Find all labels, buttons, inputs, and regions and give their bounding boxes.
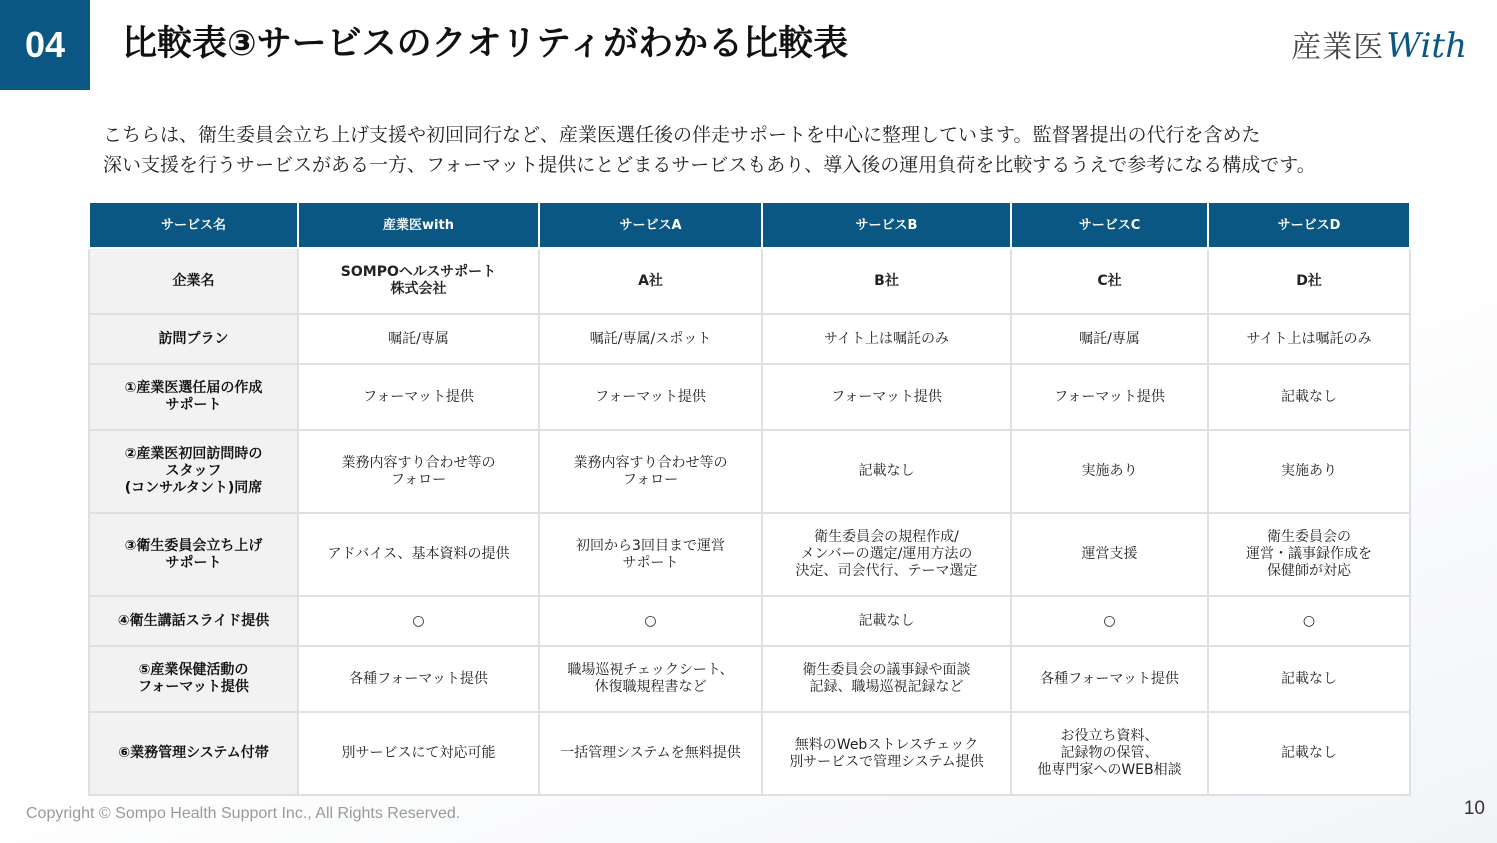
table-cell: 各種フォーマット提供 (298, 646, 539, 712)
table-cell: 職場巡視チェックシート、 休復職規程書など (539, 646, 762, 712)
table-cell: D社 (1208, 248, 1410, 314)
table-cell: 衛生委員会の 運営・議事録作成を 保健師が対応 (1208, 513, 1410, 596)
intro-line: 深い支援を行うサービスがある一方、フォーマット提供にとどまるサービスもあり、導入後の運用負荷を比較するうえで参考になる構成です。 (103, 154, 1316, 176)
header-bar (0, 0, 1497, 90)
column-header: サービスC (1011, 202, 1208, 248)
table-cell: 記載なし (762, 596, 1011, 646)
row-label: ①産業医選任届の作成 サポート (89, 364, 298, 430)
table-cell: 衛生委員会の規程作成/ メンバーの選定/運用方法の 決定、司会代行、テーマ選定 (762, 513, 1011, 596)
table-row (89, 248, 1410, 314)
table-cell: お役立ち資料、 記録物の保管、 他専門家へのWEB相談 (1011, 712, 1208, 795)
table-cell: ○ (1011, 596, 1208, 646)
section-number: 04 (0, 0, 90, 90)
table-row (89, 314, 1410, 364)
column-header: 産業医with (298, 202, 539, 248)
table-header-row (89, 202, 1410, 248)
table-row (89, 712, 1410, 795)
row-label: ⑥業務管理システム付帯 (89, 712, 298, 795)
table-cell: 記載なし (762, 430, 1011, 513)
table-cell: 一括管理システムを無料提供 (539, 712, 762, 795)
table-cell: 運営支援 (1011, 513, 1208, 596)
intro-line: こちらは、衛生委員会立ち上げ支援や初回同行など、産業医選任後の伴走サポートを中心に整理しています。監督署提出の代行を含めた (103, 124, 1261, 146)
column-header: サービスB (762, 202, 1011, 248)
table-cell: 業務内容すり合わせ等の フォロー (539, 430, 762, 513)
row-label: ④衛生講話スライド提供 (89, 596, 298, 646)
table-cell: 業務内容すり合わせ等の フォロー (298, 430, 539, 513)
intro-paragraph (103, 120, 1463, 180)
logo-text-jp: 産業医 (1291, 30, 1385, 65)
table-cell: 初回から3回目まで運営 サポート (539, 513, 762, 596)
page-number: 10 (1463, 798, 1485, 819)
row-label: 訪問プラン (89, 314, 298, 364)
table-cell: アドバイス、基本資料の提供 (298, 513, 539, 596)
table-cell: サイト上は嘱託のみ (762, 314, 1011, 364)
table-cell: 記載なし (1208, 364, 1410, 430)
table-cell: 各種フォーマット提供 (1011, 646, 1208, 712)
table-cell: ○ (1208, 596, 1410, 646)
table-cell: 嘱託/専属 (298, 314, 539, 364)
table-cell: 実施あり (1208, 430, 1410, 513)
column-header: サービス名 (89, 202, 298, 248)
copyright-text: Copyright © Sompo Health Support Inc., All Rights Reserved. (26, 805, 461, 822)
row-label: 企業名 (89, 248, 298, 314)
logo-text-en: With (1386, 26, 1467, 66)
column-header: サービスD (1208, 202, 1410, 248)
table-cell: 実施あり (1011, 430, 1208, 513)
table-cell: B社 (762, 248, 1011, 314)
comparison-table (88, 201, 1411, 796)
table-cell: フォーマット提供 (762, 364, 1011, 430)
table-cell: フォーマット提供 (539, 364, 762, 430)
table-cell: ○ (539, 596, 762, 646)
column-header: サービスA (539, 202, 762, 248)
table-cell: 嘱託/専属/スポット (539, 314, 762, 364)
table-cell: 別サービスにて対応可能 (298, 712, 539, 795)
table-cell: C社 (1011, 248, 1208, 314)
table-cell: フォーマット提供 (1011, 364, 1208, 430)
table-cell: 記載なし (1208, 646, 1410, 712)
table-row (89, 513, 1410, 596)
table-cell: サイト上は嘱託のみ (1208, 314, 1410, 364)
table-row (89, 430, 1410, 513)
table-cell: ○ (298, 596, 539, 646)
brand-logo (1291, 22, 1467, 68)
page-title: 比較表③サービスのクオリティがわかる比較表 (122, 24, 849, 64)
table-cell: フォーマット提供 (298, 364, 539, 430)
table-cell: SOMPOヘルスサポート 株式会社 (298, 248, 539, 314)
row-label: ⑤産業保健活動の フォーマット提供 (89, 646, 298, 712)
table-cell: 衛生委員会の議事録や面談 記録、職場巡視記録など (762, 646, 1011, 712)
table-row (89, 646, 1410, 712)
table-cell: A社 (539, 248, 762, 314)
table-row (89, 596, 1410, 646)
row-label: ③衛生委員会立ち上げ サポート (89, 513, 298, 596)
row-label: ②産業医初回訪問時の スタッフ (コンサルタント)同席 (89, 430, 298, 513)
table-row (89, 364, 1410, 430)
table-cell: 記載なし (1208, 712, 1410, 795)
table-cell: 無料のWebストレスチェック 別サービスで管理システム提供 (762, 712, 1011, 795)
table-cell: 嘱託/専属 (1011, 314, 1208, 364)
